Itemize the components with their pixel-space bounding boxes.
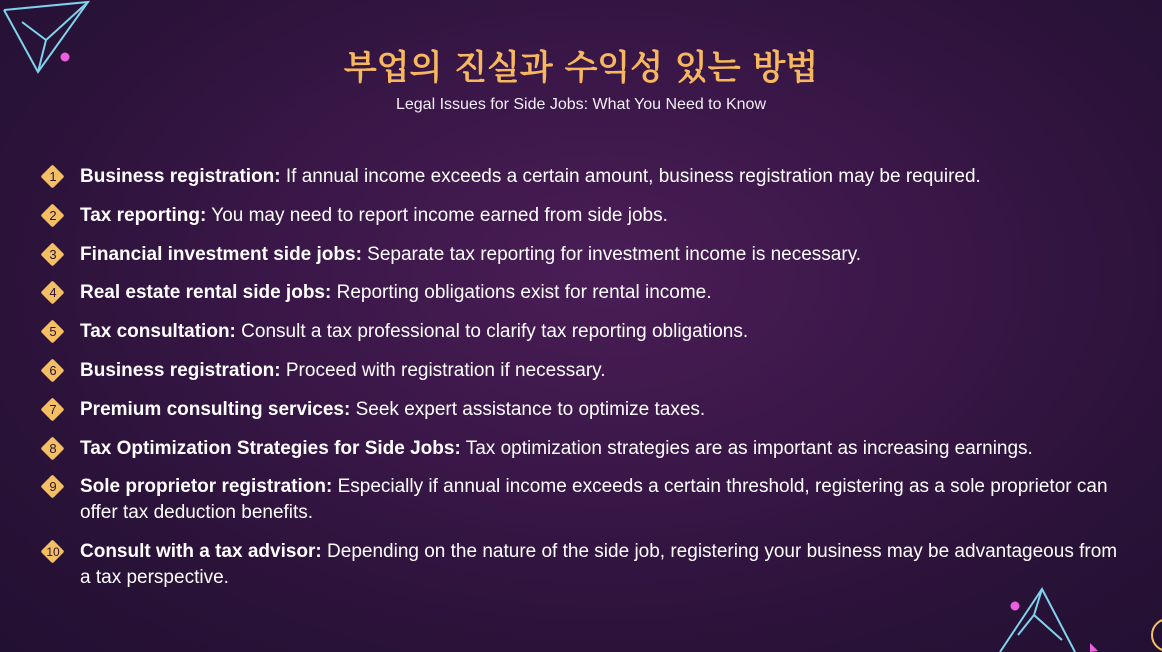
list-item xyxy=(40,319,1130,345)
number-badge: 4 xyxy=(41,281,65,305)
item-heading: Real estate rental side jobs: xyxy=(80,282,332,304)
item-text: You may need to report income earned from side jobs. xyxy=(206,204,668,226)
number-badge: 8 xyxy=(41,437,65,461)
list-item xyxy=(40,539,1130,591)
item-text: Depending on the nature of the side job, registering your business may be advantageous from a tax perspective. xyxy=(80,541,1118,589)
number-badge: 1 xyxy=(41,165,65,189)
list-item xyxy=(40,242,1130,268)
item-text: If annual income exceeds a certain amount, business registration may be required. xyxy=(280,166,981,187)
page-title: 부업의 진실과 수익성 있는 방법 xyxy=(343,48,819,88)
number-badge: 6 xyxy=(41,359,65,383)
list-item xyxy=(40,436,1130,462)
list-item xyxy=(40,164,1130,190)
item-text: Tax optimization strategies are as important as increasing earnings. xyxy=(460,437,1033,459)
item-heading: Premium consulting services: xyxy=(80,398,351,420)
item-text: Reporting obligations exist for rental income. xyxy=(331,282,712,304)
number-badge: 5 xyxy=(41,320,65,344)
item-heading: Tax reporting: xyxy=(80,204,207,226)
list-item xyxy=(40,397,1130,423)
number-badge: 10 xyxy=(41,540,65,564)
item-heading: Consult with a tax advisor: xyxy=(80,541,322,563)
list-item xyxy=(40,203,1130,229)
item-heading: Tax consultation: xyxy=(80,321,236,343)
item-text: Proceed with registration if necessary. xyxy=(280,359,606,381)
number-badge: 3 xyxy=(41,243,65,267)
number-badge: 2 xyxy=(41,204,65,228)
item-heading: Financial investment side jobs: xyxy=(80,243,362,265)
number-badge: 9 xyxy=(41,475,65,499)
list-item xyxy=(40,358,1130,384)
item-heading: Sole proprietor registration: xyxy=(80,476,333,498)
item-text: Seek expert assistance to optimize taxes. xyxy=(350,398,706,420)
number-badge: 7 xyxy=(41,398,65,422)
item-heading: Business registration: xyxy=(80,359,281,381)
item-text: Separate tax reporting for investment income is necessary. xyxy=(361,243,862,265)
list-item xyxy=(40,474,1130,526)
list-item xyxy=(40,280,1130,306)
legal-issues-list xyxy=(40,164,1130,604)
item-heading: Tax Optimization Strategies for Side Jobs: xyxy=(80,437,461,459)
item-heading: Business registration: xyxy=(80,166,281,187)
item-text: Especially if annual income exceeds a certain threshold, registering as a sole proprietor can offer tax deduction benefits. xyxy=(80,476,1108,524)
page-subtitle: Legal Issues for Side Jobs: What You Need to Know xyxy=(395,96,766,113)
item-text: Consult a tax professional to clarify tax reporting obligations. xyxy=(235,321,749,343)
